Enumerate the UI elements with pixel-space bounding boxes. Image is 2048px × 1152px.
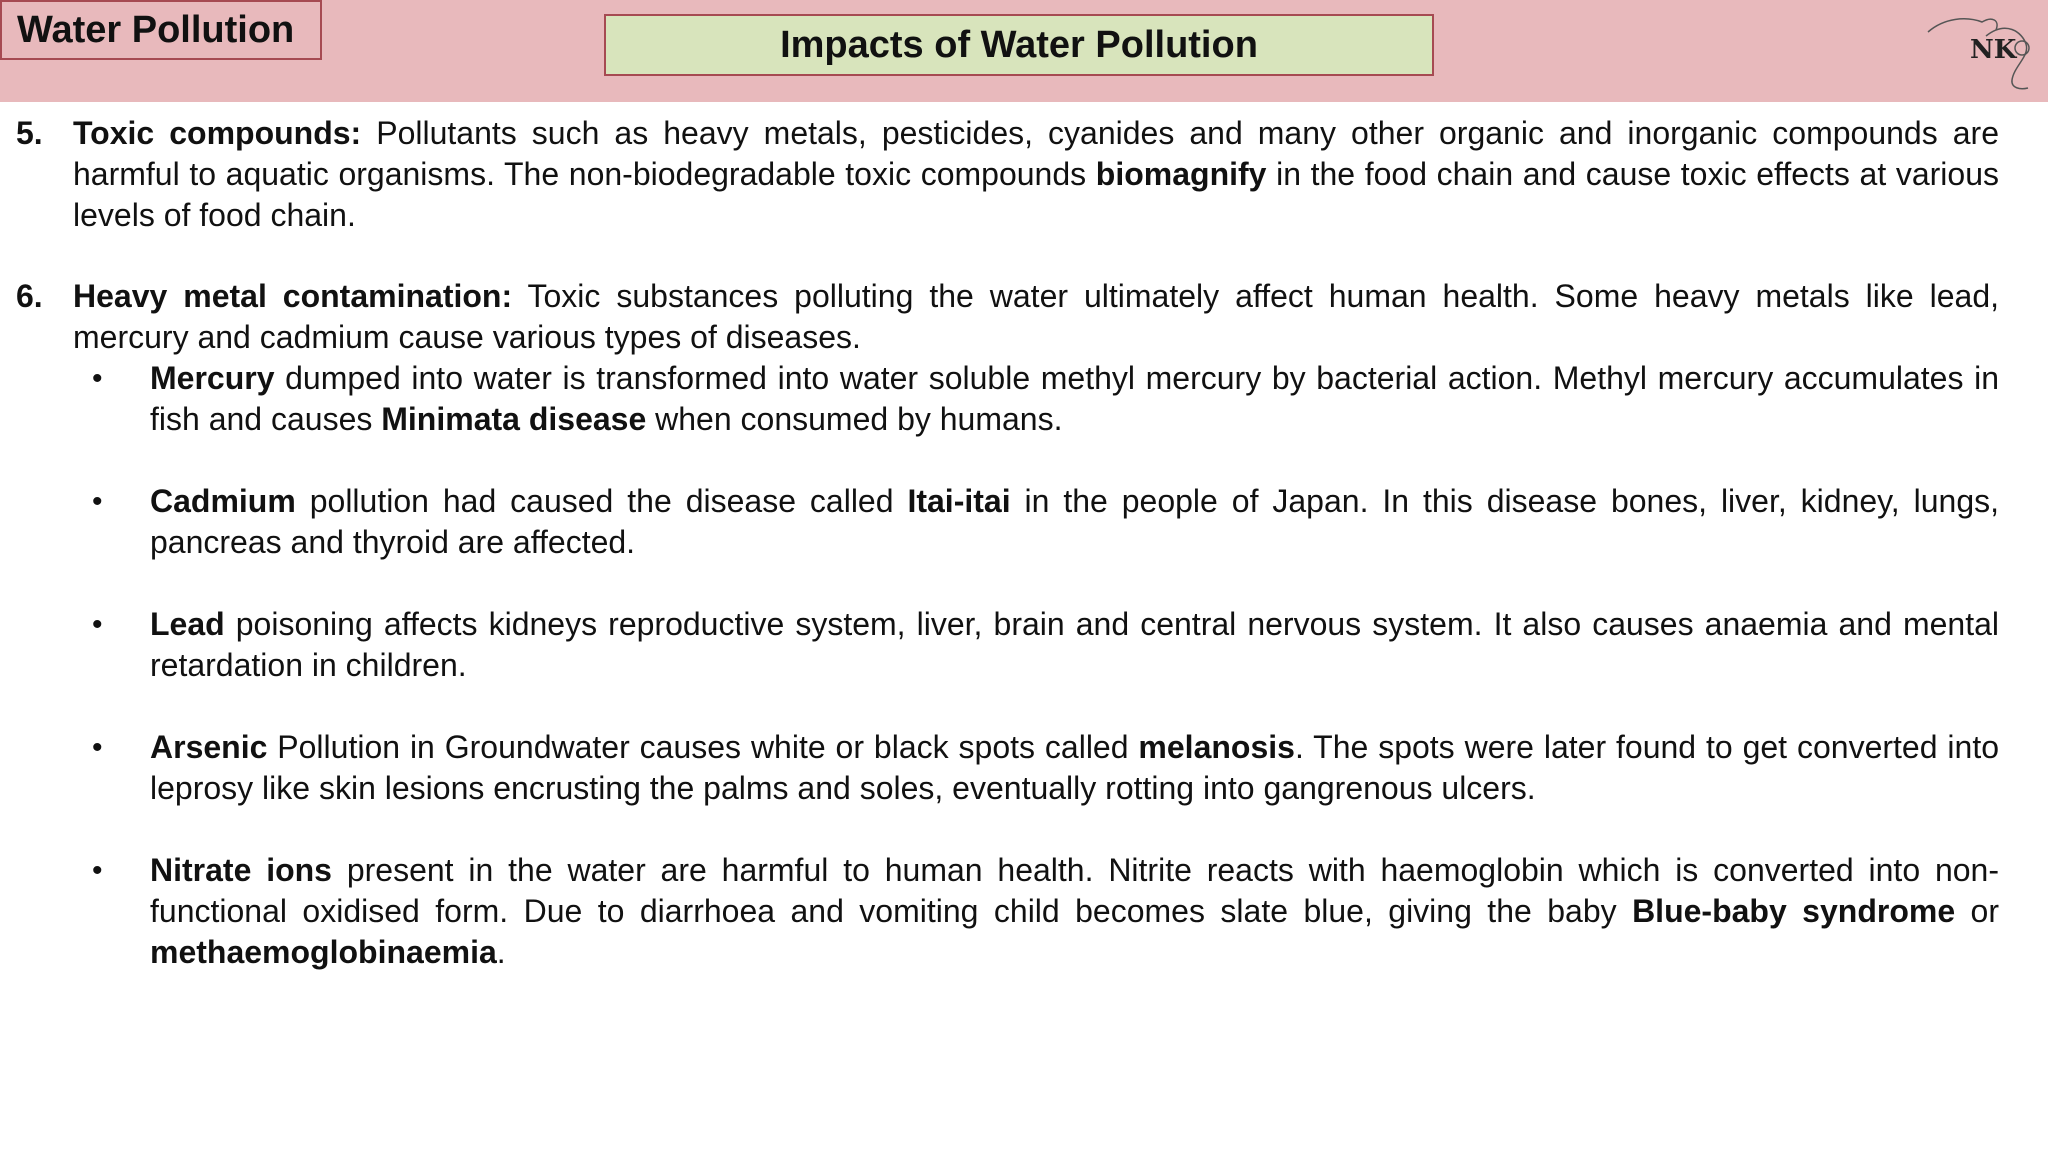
text-run: dumped into water is transformed into water soluble methyl mercury by bacterial action. Methyl mercury accumulates in fish and causes [150,360,1999,437]
bullet-item [150,358,1999,440]
text-run: present in the water are harmful to human health. Nitrite reacts with haemoglobin which is converted into non-functional oxidised form. Due to diarrhoea and vomiting child becomes slate blue, giving the baby [150,852,2000,929]
text-run: poisoning affects kidneys reproductive system, liver, brain and central nervous system. It also causes anaemia and mental retardation in children. [150,606,1999,683]
bold-term: biomagnify [1095,156,1267,192]
bullet-item [150,850,1999,973]
text-run: or [1955,893,2000,929]
bullet-item [150,481,1999,563]
text-run: when consumed by humans. [646,401,1063,437]
bold-term: Minimata disease [381,401,647,437]
text-run: . [496,934,506,970]
bold-term: Blue-baby syndrome [1632,893,1956,929]
bold-term: Lead [150,606,225,642]
bold-term: Arsenic [150,729,268,765]
text-run: Pollutants such as heavy metals, pesticides, cyanides and many other organic and inorganic compounds are harmful to aquatic organisms. The non-biodegradable toxic compounds [73,115,2000,192]
text-run: . The spots were later found to get converted into leprosy like skin lesions encrusting the palms and soles, eventually rotting into gangrenous ulcers. [150,729,2000,806]
bullet-marker: • [92,608,103,641]
list-item [73,113,1999,236]
bold-term: Itai-itai [907,483,1011,519]
item-number: 5. [16,115,43,151]
svg-text:NK: NK [1970,35,2017,65]
bold-term: methaemoglobinaemia [150,934,497,970]
text-run: in the food chain and cause toxic effects at various levels of food chain. [73,156,2000,233]
bold-term: Nitrate ions [150,852,332,888]
item-number: 6. [16,278,43,314]
text-run: Pollution in Groundwater causes white or black spots called [267,729,1139,765]
bullet-item [150,727,1999,809]
list-item [73,276,1999,358]
bold-term: Heavy metal contamination: [73,278,513,314]
bullet-item [150,604,1999,686]
text-run: in the people of Japan. In this disease bones, liver, kidney, lungs, pancreas and thyroid are affected. [150,483,2000,560]
bold-term: Cadmium [150,483,296,519]
bullet-marker: • [92,854,103,887]
bullet-marker: • [92,485,103,518]
bold-term: melanosis [1138,729,1295,765]
bullet-marker: • [92,731,103,764]
text-run: Toxic substances polluting the water ultimately affect human health. Some heavy metals like lead, mercury and cadmium cause various types of diseases. [73,278,2000,355]
topic-label: Water Pollution [0,0,322,60]
bullet-marker: • [92,362,103,395]
bold-term: Toxic compounds: [73,115,362,151]
text-run: pollution had caused the disease called [295,483,908,519]
bold-term: Mercury [150,360,275,396]
slide-title: Impacts of Water Pollution [604,14,1434,76]
